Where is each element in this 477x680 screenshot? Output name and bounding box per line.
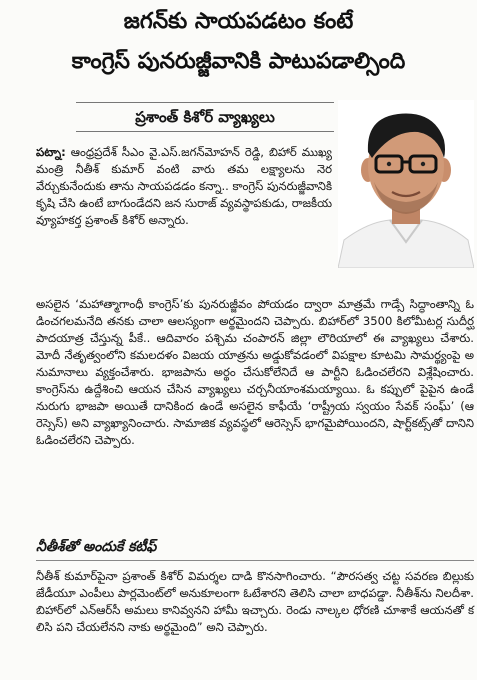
sub-headline: ప్రశాంత్ కిశోర్ వ్యాఖ్యలు	[76, 102, 334, 132]
section-divider	[36, 560, 474, 561]
paragraph-1-text: ఆంధ్రప్రదేశ్ సీఎం వై.ఎస్.జగన్‌మోహన్ రెడ్డి, బిహార్ ముఖ్యమంత్రి నీతీశ్ కుమార్ వంటి వారు తమ లక్ష్యాలను నెరవేర్చుకునేందుకు తాను సాయపడడం కన్నా.. కాంగ్రెస్ పునరుజ్జీవానికి కృషి చేసి ఉంటే బాగుండేదని జన సురాజ్ వ్యవస్థాపకుడు, రాజకీయ వ్యూహకర్త ప్రశాంత్ కిశోర్ అన్నారు.	[36, 145, 333, 227]
headline-line-2: కాంగ్రెస్ పునరుజ్జీవానికి పాటుపడాల్సింది	[71, 49, 406, 74]
headline-line-1: జగన్‌కు సాయపడటం కంటే	[123, 9, 354, 34]
paragraph-1	[36, 144, 332, 229]
paragraph-2: అసలైన ‘మహాత్మాగాంధీ కాంగ్రెస్’కు పునరుజ్జీవం పోయడం ద్వారా మాత్రమే గాడ్సే సిద్ధాంతాన్ని ఓడించగలమనేది తనకు చాలా ఆలస్యంగా అర్థమైందని చెప్పారు. బిహార్‌లో 3500 కిలోమీటర్ల సుదీర్ఘ పాదయాత్ర చేస్తున్న పీకే.. ఆదివారం పశ్చిమ చంపారన్ జిల్లా లౌరియాలో ఈ వ్యాఖ్యలు చేశారు. మోదీ నేతృత్వంలోని కమలదళం విజయ యాత్రను అడ్డుకోవడంలో విపక్షాల కూటమి సామర్థ్యంపై అనుమానాలు వ్యక్తంచేశారు. భాజపాను అర్థం చేసుకోలేనిదే ఆ పార్టీని ఓడించలేరని విశ్లేషించారు. కాంగ్రెస్‌ను ఉద్దేశించి ఆయన చేసిన వ్యాఖ్యలు చర్చనీయాంశమయ్యాయి. ఓ కప్పులో పైపైన ఉండే నురుగు భాజపా అయితే దానికింద ఉండే అసలైన కాఫీయే ‘రాష్ట్రీయ స్వయం సేవక్ సంఘ్’ (ఆరెస్సెస్) అని వ్యాఖ్యానించారు. సామాజిక వ్యవస్థలో ఆరెస్సెస్ భాగమైపోయిందని, షార్ట్‌కట్స్‌తో దానిని ఓడించలేరని చెప్పారు.	[36, 297, 474, 447]
portrait-photo-icon	[338, 100, 474, 268]
dateline: పట్నా:	[36, 145, 66, 159]
section-heading: నీతీశ్‌తో అందుకే కటీఫ్	[36, 539, 157, 555]
paragraph-3: నీతీశ్ కుమార్‌పైనా ప్రశాంత్ కిశోర్ విమర్శల దాడి కొనసాగించారు. “పౌరసత్వ చట్ట సవరణ బిల్లుకు జేడీయూ ఎంపీలు పార్లమెంట్‌లో అనుకూలంగా ఓటేశారని తెలిసి చాలా బాధపడ్డా. నీతీశ్‌ను నిలదీశా. బిహార్‌లో ఎన్‌ఆర్‌సీ అమలు కానివ్వనని హామీ ఇచ్చారు. రెండు నాల్కల ధోరణి చూశాకే ఆయనతో కలిసి పని చేయలేనని నాకు అర్థమైంది” అని చెప్పారు.	[36, 569, 474, 634]
